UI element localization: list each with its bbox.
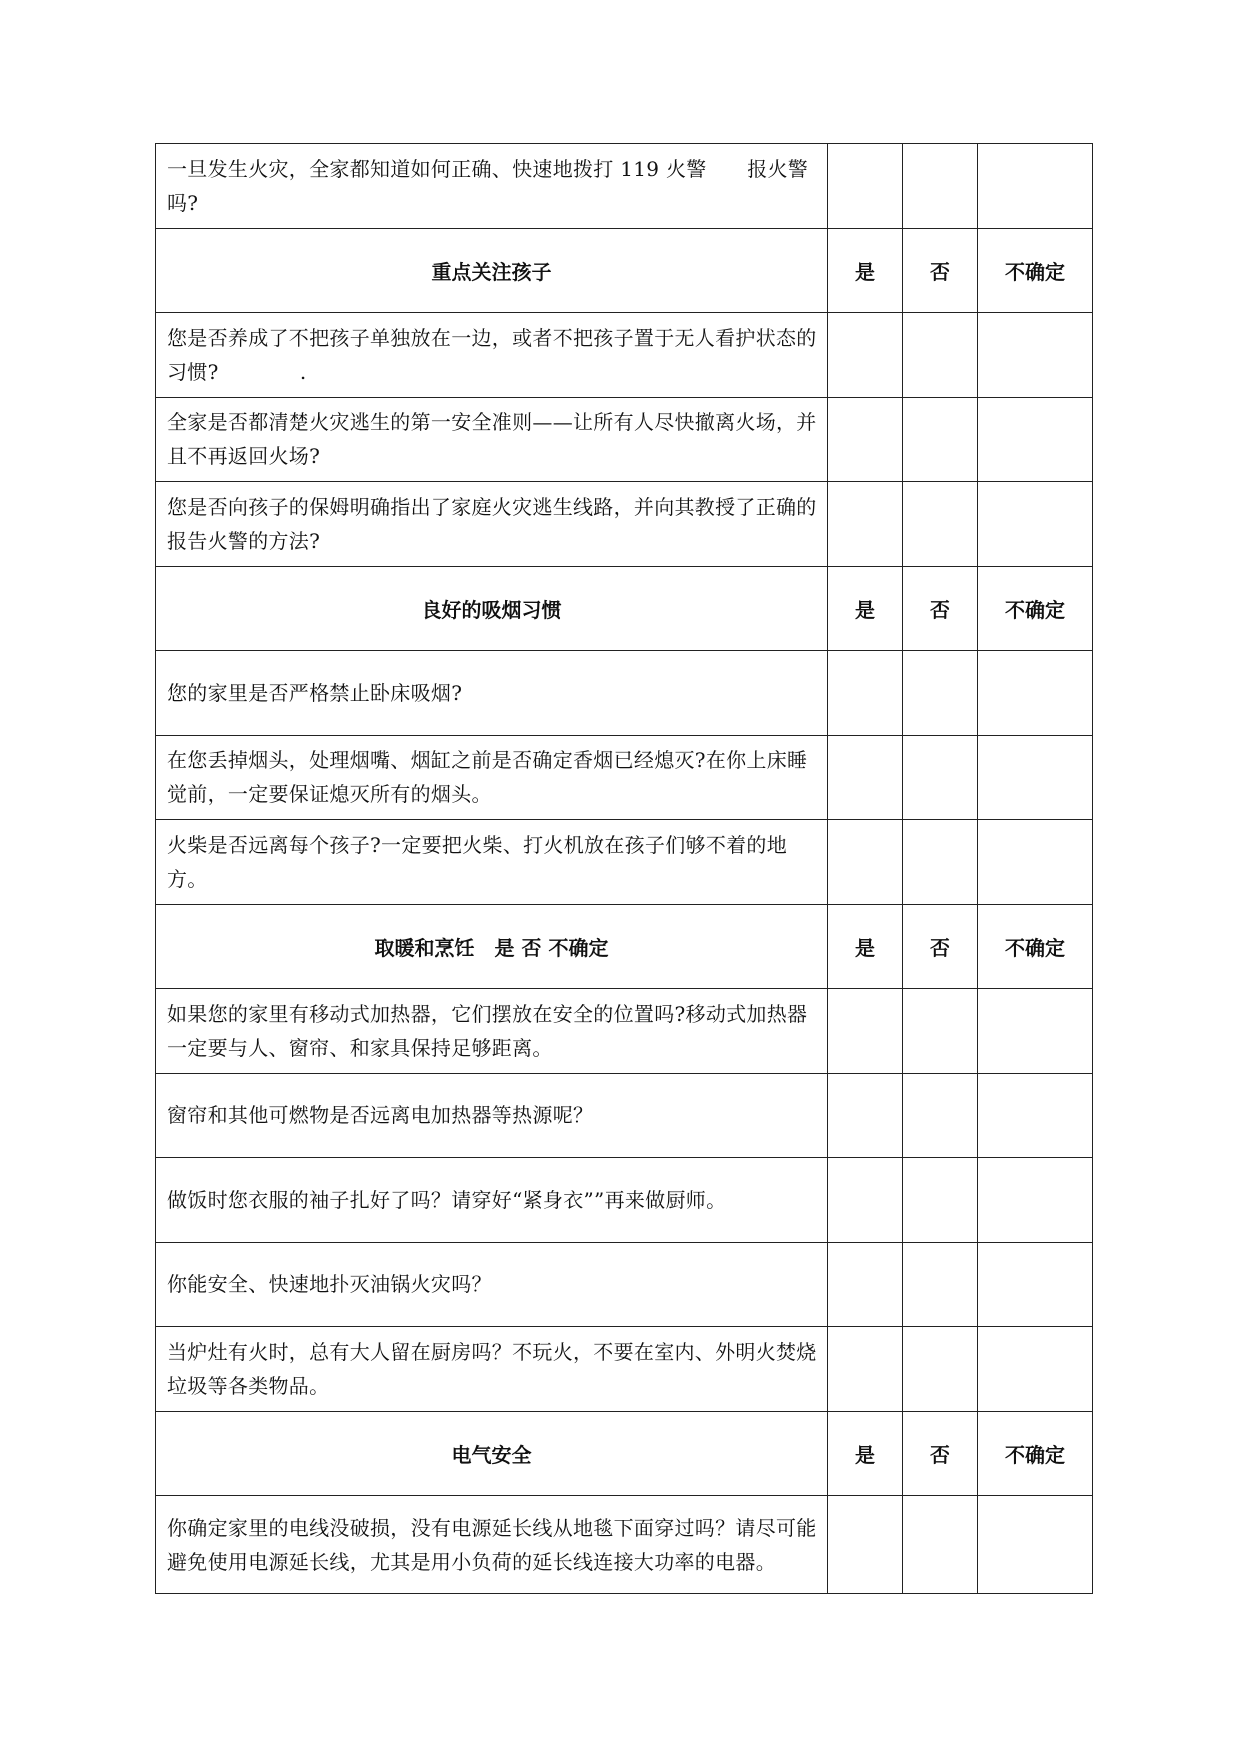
question-row bbox=[156, 313, 1093, 398]
question-text: 一旦发生火灾，全家都知道如何正确、快速地拨打 119 火警 报火警吗? bbox=[156, 144, 828, 229]
answer-unsure-cell[interactable] bbox=[978, 989, 1093, 1074]
question-row bbox=[156, 820, 1093, 905]
answer-unsure-cell[interactable] bbox=[978, 313, 1093, 398]
answer-no-cell[interactable] bbox=[903, 1073, 978, 1158]
section-title: 电气安全 bbox=[156, 1411, 828, 1496]
section-header-row bbox=[156, 1411, 1093, 1496]
question-text: 你能安全、快速地扑灭油锅火灾吗？ bbox=[156, 1242, 828, 1327]
answer-no-cell[interactable] bbox=[903, 313, 978, 398]
answer-unsure-cell[interactable] bbox=[978, 651, 1093, 736]
question-text: 您的家里是否严格禁止卧床吸烟? bbox=[156, 651, 828, 736]
answer-no-cell[interactable] bbox=[903, 1327, 978, 1412]
answer-unsure-cell[interactable] bbox=[978, 820, 1093, 905]
question-row bbox=[156, 482, 1093, 567]
section-title: 重点关注孩子 bbox=[156, 228, 828, 313]
question-text: 您是否养成了不把孩子单独放在一边，或者不把孩子置于无人看护状态的习惯? . bbox=[156, 313, 828, 398]
question-row bbox=[156, 1158, 1093, 1243]
question-text: 你确定家里的电线没破损，没有电源延长线从地毯下面穿过吗？请尽可能避免使用电源延长线，尤其是用小负荷的延长线连接大功率的电器。 bbox=[156, 1496, 828, 1594]
answer-unsure-cell[interactable] bbox=[978, 1158, 1093, 1243]
fire-safety-checklist-table bbox=[155, 143, 1093, 1594]
answer-yes-cell[interactable] bbox=[828, 1327, 903, 1412]
answer-yes-cell[interactable] bbox=[828, 735, 903, 820]
answer-unsure-cell[interactable] bbox=[978, 735, 1093, 820]
answer-yes-header: 是 bbox=[828, 904, 903, 989]
answer-yes-cell[interactable] bbox=[828, 144, 903, 229]
answer-yes-header: 是 bbox=[828, 228, 903, 313]
section-header-row bbox=[156, 904, 1093, 989]
answer-unsure-cell[interactable] bbox=[978, 1242, 1093, 1327]
answer-yes-cell[interactable] bbox=[828, 1242, 903, 1327]
answer-no-cell[interactable] bbox=[903, 989, 978, 1074]
answer-yes-cell[interactable] bbox=[828, 482, 903, 567]
answer-unsure-cell[interactable] bbox=[978, 397, 1093, 482]
answer-no-cell[interactable] bbox=[903, 1158, 978, 1243]
question-row bbox=[156, 1073, 1093, 1158]
answer-yes-header: 是 bbox=[828, 1411, 903, 1496]
answer-no-cell[interactable] bbox=[903, 820, 978, 905]
section-header-row bbox=[156, 228, 1093, 313]
answer-unsure-cell[interactable] bbox=[978, 1496, 1093, 1594]
answer-unsure-cell[interactable] bbox=[978, 1327, 1093, 1412]
question-row bbox=[156, 1242, 1093, 1327]
answer-yes-cell[interactable] bbox=[828, 397, 903, 482]
answer-yes-cell[interactable] bbox=[828, 1073, 903, 1158]
question-row bbox=[156, 1496, 1093, 1594]
answer-no-cell[interactable] bbox=[903, 735, 978, 820]
answer-no-cell[interactable] bbox=[903, 144, 978, 229]
answer-yes-cell[interactable] bbox=[828, 313, 903, 398]
question-row bbox=[156, 651, 1093, 736]
question-row bbox=[156, 1327, 1093, 1412]
question-text: 火柴是否远离每个孩子?一定要把火柴、打火机放在孩子们够不着的地方。 bbox=[156, 820, 828, 905]
question-text: 做饭时您衣服的袖子扎好了吗？请穿好“紧身衣””再来做厨师。 bbox=[156, 1158, 828, 1243]
section-title: 取暖和烹饪 是 否 不确定 bbox=[156, 904, 828, 989]
answer-no-header: 否 bbox=[903, 228, 978, 313]
answer-yes-cell[interactable] bbox=[828, 820, 903, 905]
answer-unsure-header: 不确定 bbox=[978, 1411, 1093, 1496]
question-text: 全家是否都清楚火灾逃生的第一安全准则——让所有人尽快撤离火场，并且不再返回火场? bbox=[156, 397, 828, 482]
question-text: 在您丢掉烟头，处理烟嘴、烟缸之前是否确定香烟已经熄灭?在你上床睡觉前，一定要保证熄灭所有的烟头。 bbox=[156, 735, 828, 820]
question-row bbox=[156, 144, 1093, 229]
question-row bbox=[156, 397, 1093, 482]
question-text: 如果您的家里有移动式加热器，它们摆放在安全的位置吗?移动式加热器一定要与人、窗帘、和家具保持足够距离。 bbox=[156, 989, 828, 1074]
question-row bbox=[156, 989, 1093, 1074]
answer-no-header: 否 bbox=[903, 904, 978, 989]
answer-no-header: 否 bbox=[903, 1411, 978, 1496]
answer-yes-cell[interactable] bbox=[828, 989, 903, 1074]
answer-unsure-cell[interactable] bbox=[978, 482, 1093, 567]
answer-yes-cell[interactable] bbox=[828, 1496, 903, 1594]
section-title: 良好的吸烟习惯 bbox=[156, 566, 828, 651]
section-header-row bbox=[156, 566, 1093, 651]
answer-unsure-header: 不确定 bbox=[978, 228, 1093, 313]
answer-unsure-cell[interactable] bbox=[978, 144, 1093, 229]
answer-no-cell[interactable] bbox=[903, 1242, 978, 1327]
answer-unsure-header: 不确定 bbox=[978, 904, 1093, 989]
answer-no-cell[interactable] bbox=[903, 482, 978, 567]
question-text: 窗帘和其他可燃物是否远离电加热器等热源呢？ bbox=[156, 1073, 828, 1158]
answer-unsure-header: 不确定 bbox=[978, 566, 1093, 651]
checklist-body bbox=[156, 144, 1093, 1594]
answer-yes-header: 是 bbox=[828, 566, 903, 651]
answer-no-cell[interactable] bbox=[903, 397, 978, 482]
answer-no-cell[interactable] bbox=[903, 651, 978, 736]
answer-unsure-cell[interactable] bbox=[978, 1073, 1093, 1158]
question-text: 您是否向孩子的保姆明确指出了家庭火灾逃生线路，并向其教授了正确的报告火警的方法? bbox=[156, 482, 828, 567]
answer-yes-cell[interactable] bbox=[828, 651, 903, 736]
answer-no-cell[interactable] bbox=[903, 1496, 978, 1594]
answer-no-header: 否 bbox=[903, 566, 978, 651]
question-row bbox=[156, 735, 1093, 820]
question-text: 当炉灶有火时，总有大人留在厨房吗？不玩火，不要在室内、外明火焚烧垃圾等各类物品。 bbox=[156, 1327, 828, 1412]
answer-yes-cell[interactable] bbox=[828, 1158, 903, 1243]
